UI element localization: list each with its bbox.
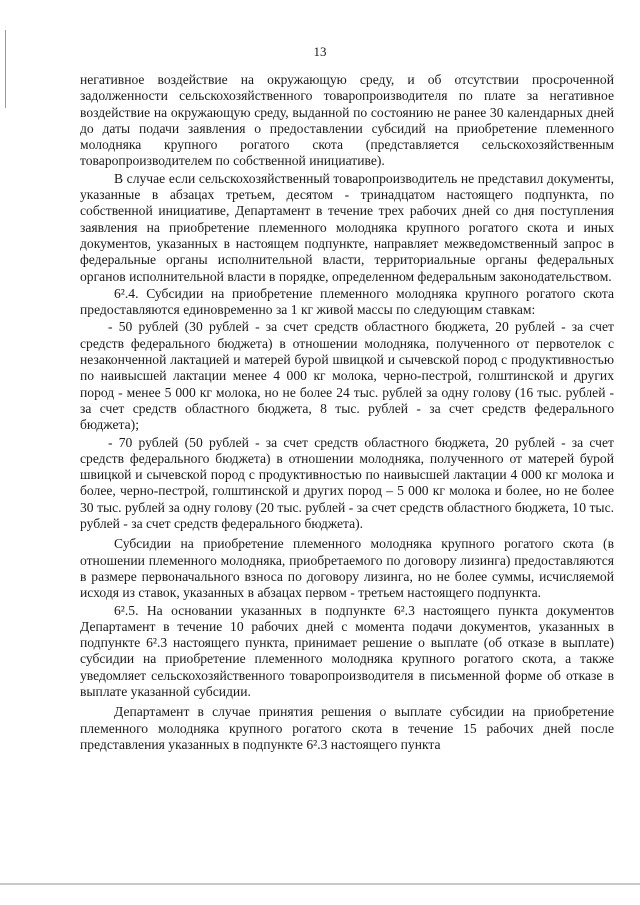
- paragraph-decision: 6².5. На основании указанных в подпункте 6².3 настоящего пункта документов Департамент в течение 10 рабочих дней с момента подачи документов, указанных в подпункте 6².3 настоящего пункта, принимает решение о выплате (об отказе в выплате) субсидии на приобретение племенного молодняка крупного рогатого скота, а также уведомляет сельскохозяйственного товаропроизводителя в письменной форме об отказе в выплате указанной субсидии.: [80, 602, 614, 699]
- list-item-rate-50: - 50 рублей (30 рублей - за счет средств областного бюджета, 20 рублей - за счет средств федерального бюджета) в отношении молодняка, полученного от первотелок с незаконченной лактацией и матерей бурой швицкой и сычевской пород с продуктивностью по наивысшей лактации менее 4 000 кг молока, черно-пестрой, голштинской и других пород - менее 5 000 кг молока, но не более 24 тыс. рублей за одну голову (16 тыс. рублей - за счет средств областного бюджета, 8 тыс. рублей - за счет средств федерального бюджета);: [80, 319, 614, 433]
- paragraph-department-payment: Департамент в случае принятия решения о выплате субсидии на приобретение племенного молодняка крупного рогатого скота в течение 15 рабочих дней после представления указанных в подпункте 6².3 настоящего пункта: [80, 704, 614, 752]
- paragraph-leasing: Субсидии на приобретение племенного молодняка крупного рогатого скота (в отношении племенного молодняка, приобретаемого по договору лизинга) предоставляются в размере первоначального взноса по договору лизинга, но не более суммы, исчисляемой исходя из ставок, указанных в абзацах первом - третьем настоящего подпункта.: [80, 536, 614, 601]
- paragraph-interagency-request: В случае если сельскохозяйственный товаропроизводитель не представил документы, указанные в абзацах третьем, десятом - тринадцатом настоящего подпункта, по собственной инициативе, Департамент в течение трех рабочих дней со дня поступления заявления на приобретение племенного молодняка крупного рогатого скота и иных документов, указанных в настоящем подпункте, направляет межведомственный запрос в федеральные органы исполнительной власти, территориальные органы федеральных органов исполнительной власти в порядке, определенном федеральным законодательством.: [80, 170, 614, 284]
- paragraph-subsidy-rates: 6².4. Субсидии на приобретение племенного молодняка крупного рогатого скота предоставляются единовременно за 1 кг живой массы по следующим ставкам:: [80, 285, 614, 318]
- list-item-rate-70: - 70 рублей (50 рублей - за счет средств областного бюджета, 20 рублей - за счет средств федерального бюджета) в отношении молодняка, полученного от матерей бурой швицкой и сычевской пород с продуктивностью по наивысшей лактации 4 000 кг молока и более, черно-пестрой, голштинской и других пород – 5 000 кг молока и более, но не более 30 тыс. рублей за одну голову (20 тыс. рублей - за счет средств областного бюджета, 10 тыс. рублей - за счет средств федерального бюджета).: [80, 434, 614, 532]
- paragraph-environment-certificate: негативное воздействие на окружающую среду, и об отсутствии просроченной задолженности сельскохозяйственного товаропроизводителя по плате за негативное воздействие на окружающую среду, выданной по состоянию не ранее 30 календарных дней до даты подачи заявления о предоставлении субсидий на приобретение племенного молодняка крупного рогатого скота (представляется сельскохозяйственным товаропроизводителем по собственной инициативе).: [80, 72, 614, 169]
- document-body: [80, 72, 614, 754]
- bottom-rule: [0, 883, 640, 885]
- margin-line: [5, 30, 6, 108]
- page-number: 13: [313, 44, 327, 59]
